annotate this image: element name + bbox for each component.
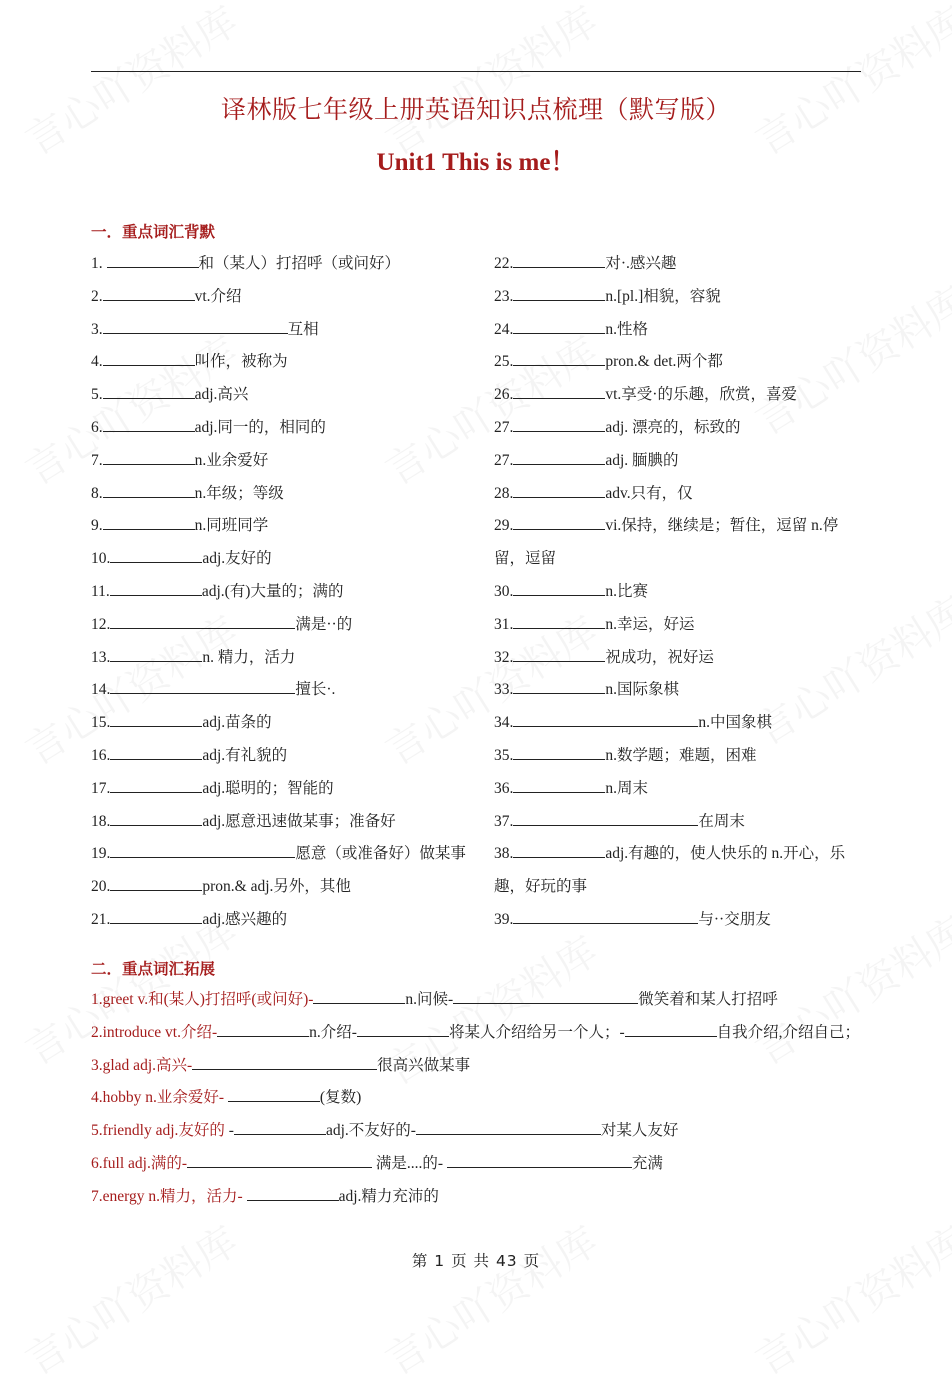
answer-blank[interactable]: [110, 811, 202, 826]
answer-blank[interactable]: [103, 351, 195, 366]
item-meaning: n.[pl.]相貌，容貌: [605, 287, 721, 305]
vocab-item: [494, 248, 862, 281]
item-meaning: adv.只有，仅: [605, 484, 693, 502]
item-number: 6.: [91, 418, 103, 436]
item-meaning: adj.(有)大量的；满的: [201, 582, 344, 600]
item-meaning: vt.享受·的乐趣，欣赏，喜爱: [605, 386, 797, 404]
item-number: 34.: [494, 714, 514, 732]
item-number: 29.: [494, 517, 514, 535]
answer-blank[interactable]: [110, 647, 202, 662]
extension-item: [91, 1115, 863, 1148]
item-meaning: 和（某人）打招呼（或问好）: [198, 255, 401, 272]
vocab-item: [494, 904, 862, 937]
watermark-text: [13, 1211, 247, 1386]
vocab-item: [91, 248, 471, 281]
item-number: 20.: [91, 878, 111, 896]
vocab-item: [91, 576, 471, 609]
answer-blank[interactable]: [513, 417, 605, 432]
watermark-text: [373, 1211, 607, 1386]
item-meaning: vt.介绍: [194, 287, 242, 305]
prompt-text: 自我介绍,介绍自己；: [716, 1023, 860, 1041]
item-number: 36.: [494, 779, 514, 797]
vocab-item: [91, 674, 471, 707]
section2-heading: 二．重点词汇拓展: [91, 961, 216, 978]
headword: 4.hobby n.业余爱好-: [91, 1089, 225, 1107]
item-meaning: 愿意（或准备好）做某事: [295, 845, 466, 863]
answer-blank[interactable]: [513, 253, 605, 268]
item-number: 17.: [91, 779, 111, 797]
answer-blank[interactable]: [217, 1022, 309, 1037]
item-meaning: 在周末: [698, 812, 745, 830]
answer-blank[interactable]: [247, 1186, 339, 1201]
extension-item: [91, 1082, 863, 1115]
prompt-text: adj.精力充沛的: [338, 1187, 439, 1205]
item-number: 12.: [91, 615, 111, 633]
answer-blank[interactable]: [513, 581, 605, 596]
item-number: 37.: [494, 812, 514, 830]
item-number: 28.: [494, 484, 514, 502]
answer-blank[interactable]: [110, 614, 295, 629]
vocab-item: [91, 346, 471, 379]
item-number: 39.: [494, 910, 514, 928]
item-number: 23.: [494, 287, 514, 305]
answer-blank[interactable]: [513, 778, 605, 793]
prompt-text: 微笑着和某人打招呼: [638, 991, 778, 1008]
vocab-item: [494, 445, 862, 478]
vocab-item: [494, 281, 862, 314]
vocab-item: [494, 346, 862, 379]
item-number: 25.: [494, 353, 514, 371]
answer-blank[interactable]: [453, 989, 638, 1004]
vocab-item: [494, 609, 862, 642]
answer-blank[interactable]: [416, 1120, 601, 1135]
answer-blank[interactable]: [513, 679, 605, 694]
vocab-item: [91, 379, 471, 412]
vocab-item: [91, 871, 471, 904]
headword: 1.greet v.和(某人)打招呼(或问好)-: [91, 991, 314, 1008]
item-meaning: n.国际象棋: [605, 681, 680, 699]
item-meaning: n.幸运，好运: [605, 615, 695, 633]
vocab-list-left: [91, 248, 471, 937]
watermark-text: [743, 1211, 952, 1386]
extension-item: [91, 984, 863, 1017]
vocab-item: [494, 379, 862, 412]
prompt-text: 将某人介绍给另一个人；-: [448, 1023, 625, 1041]
vocab-item: [91, 445, 471, 478]
answer-blank[interactable]: [513, 614, 605, 629]
item-number: 2.: [91, 287, 103, 305]
item-number: 32.: [494, 648, 514, 666]
answer-blank[interactable]: [103, 483, 195, 498]
item-meaning: n.性格: [605, 320, 649, 338]
item-meaning: n.同班同学: [194, 517, 269, 535]
answer-blank[interactable]: [513, 647, 605, 662]
item-number: 11.: [91, 582, 110, 600]
answer-blank[interactable]: [110, 548, 202, 563]
answer-blank[interactable]: [110, 712, 202, 727]
headword: 3.glad adj.高兴-: [91, 1056, 193, 1074]
vocab-item: [494, 740, 862, 773]
vocab-item: [494, 773, 862, 806]
vocab-item: [494, 806, 862, 839]
vocab-item: [91, 609, 471, 642]
page-footer: 第 1 页 共 43 页: [411, 1252, 541, 1270]
vocab-item: [91, 412, 471, 445]
answer-blank[interactable]: [513, 745, 605, 760]
prompt-text: 满是....的-: [372, 1154, 447, 1172]
item-number: 7.: [91, 451, 103, 469]
item-meaning: adj. 腼腆的: [605, 451, 679, 469]
item-meaning: adj.有礼貌的: [202, 746, 288, 764]
item-number: 4.: [91, 353, 103, 371]
item-number: 22.: [494, 255, 514, 272]
vocab-item: [91, 740, 471, 773]
answer-blank[interactable]: [513, 319, 605, 334]
item-meaning: 与··交朋友: [698, 910, 771, 928]
item-meaning: adj.同一的，相同的: [194, 418, 326, 436]
vocab-list-right: [494, 248, 862, 937]
item-number: 26.: [494, 386, 514, 404]
prompt-text: 对某人友好: [600, 1122, 679, 1140]
headword: 5.friendly adj.友好的: [91, 1122, 229, 1140]
answer-blank[interactable]: [103, 286, 195, 301]
item-number: 30.: [494, 582, 514, 600]
answer-blank[interactable]: [110, 745, 202, 760]
item-number: 18.: [91, 812, 111, 830]
item-meaning: 祝成功，祝好运: [605, 648, 714, 666]
item-meaning: 满是··的: [295, 615, 353, 633]
vocab-item: [91, 314, 471, 347]
prompt-text: -: [228, 1122, 234, 1140]
vocab-extension-list: [91, 984, 863, 1214]
item-meaning: 互相: [287, 320, 319, 338]
item-meaning: n.数学题；难题，困难: [605, 746, 757, 764]
answer-blank[interactable]: [234, 1120, 326, 1135]
item-number: 27.: [494, 418, 514, 436]
vocab-item: [91, 838, 471, 871]
answer-blank[interactable]: [357, 1022, 449, 1037]
item-meaning: adj.聪明的；智能的: [202, 779, 334, 797]
prompt-text: adj.不友好的-: [325, 1122, 416, 1140]
extension-item: [91, 1017, 863, 1050]
headword: 7.energy n.精力，活力-: [91, 1187, 243, 1205]
answer-blank[interactable]: [103, 450, 195, 465]
item-meaning: adj.有趣的，使人快乐的 n.开心，乐趣，好玩的事: [494, 845, 846, 896]
section1-heading: 一．重点词汇背默: [91, 224, 216, 241]
item-meaning: adj.感兴趣的: [202, 910, 288, 928]
extension-item: [91, 1050, 863, 1083]
answer-blank[interactable]: [513, 909, 698, 924]
item-number: 15.: [91, 714, 111, 732]
vocab-item: [494, 674, 862, 707]
item-meaning: vi.保持，继续是；暂住，逗留 n.停留，逗留: [494, 517, 839, 568]
item-meaning: n. 精力，活力: [202, 648, 296, 666]
answer-blank[interactable]: [103, 319, 288, 334]
item-meaning: n.中国象棋: [698, 714, 773, 732]
vocab-item: [494, 412, 862, 445]
item-number: 1.: [91, 255, 107, 272]
answer-blank[interactable]: [513, 351, 605, 366]
vocab-item: [494, 707, 862, 740]
header-rule: [91, 71, 861, 72]
vocab-item: [494, 576, 862, 609]
item-meaning: n.比赛: [605, 582, 649, 600]
answer-blank[interactable]: [513, 483, 605, 498]
answer-blank[interactable]: [228, 1087, 320, 1102]
item-meaning: adj.苗条的: [202, 714, 272, 732]
item-meaning: 对·.感兴趣: [605, 255, 677, 272]
answer-blank[interactable]: [313, 989, 405, 1004]
extension-item: [91, 1181, 863, 1214]
answer-blank[interactable]: [513, 286, 605, 301]
answer-blank[interactable]: [110, 876, 202, 891]
vocab-item: [91, 478, 471, 511]
item-number: 38.: [494, 845, 514, 863]
item-number: 3.: [91, 320, 103, 338]
answer-blank[interactable]: [110, 581, 202, 596]
item-number: 19.: [91, 845, 111, 863]
vocab-item: [494, 478, 862, 511]
item-number: 14.: [91, 681, 111, 699]
prompt-text: 很高兴做某事: [377, 1056, 471, 1074]
vocab-item: [91, 510, 471, 543]
answer-blank[interactable]: [110, 909, 202, 924]
item-number: 16.: [91, 746, 111, 764]
answer-blank[interactable]: [513, 384, 605, 399]
answer-blank[interactable]: [513, 843, 605, 858]
answer-blank[interactable]: [110, 778, 202, 793]
answer-blank[interactable]: [513, 811, 698, 826]
vocab-item: [494, 642, 862, 675]
item-meaning: pron.& det.两个都: [605, 353, 723, 371]
prompt-text: n.问候-: [405, 991, 454, 1008]
answer-blank[interactable]: [103, 384, 195, 399]
item-meaning: 擅长·.: [295, 681, 336, 699]
answer-blank[interactable]: [447, 1153, 632, 1168]
item-number: 35.: [494, 746, 514, 764]
item-meaning: adj.高兴: [194, 386, 249, 404]
vocab-item: [91, 773, 471, 806]
prompt-text: n.介绍-: [309, 1023, 357, 1041]
answer-blank[interactable]: [192, 1055, 377, 1070]
answer-blank[interactable]: [103, 515, 195, 530]
answer-blank[interactable]: [625, 1022, 717, 1037]
document-title: 译林版七年级上册英语知识点梳理（默写版）: [220, 97, 731, 124]
answer-blank[interactable]: [513, 450, 605, 465]
answer-blank[interactable]: [513, 515, 605, 530]
item-number: 13.: [91, 648, 111, 666]
answer-blank[interactable]: [103, 417, 195, 432]
answer-blank[interactable]: [513, 712, 698, 727]
prompt-text: (复数): [319, 1089, 362, 1107]
item-number: 10.: [91, 550, 111, 568]
item-meaning: adj.愿意迅速做某事；准备好: [202, 812, 396, 830]
unit-title: Unit1 This is me！: [376, 149, 576, 176]
vocab-item: [91, 642, 471, 675]
extension-item: [91, 1148, 863, 1181]
item-number: 21.: [91, 910, 111, 928]
answer-blank[interactable]: [110, 679, 295, 694]
item-number: 33.: [494, 681, 514, 699]
vocab-item: [494, 838, 862, 904]
vocab-item: [91, 806, 471, 839]
vocab-item: [91, 707, 471, 740]
item-meaning: 叫作，被称为: [194, 353, 288, 371]
answer-blank[interactable]: [107, 253, 199, 268]
vocab-item: [494, 314, 862, 347]
item-number: 5.: [91, 386, 103, 404]
item-meaning: pron.& adj.另外，其他: [202, 878, 351, 896]
item-number: 9.: [91, 517, 103, 535]
item-number: 27.: [494, 451, 514, 469]
item-number: 24.: [494, 320, 514, 338]
answer-blank[interactable]: [187, 1153, 372, 1168]
prompt-text: 充满: [631, 1154, 663, 1172]
vocab-item: [91, 904, 471, 937]
item-meaning: n.年级；等级: [194, 484, 284, 502]
item-meaning: adj. 漂亮的，标致的: [605, 418, 741, 436]
item-meaning: n.周末: [605, 779, 649, 797]
headword: 2.introduce vt.介绍-: [91, 1023, 218, 1041]
vocab-item: [494, 510, 862, 576]
item-meaning: adj.友好的: [202, 550, 272, 568]
headword: 6.full adj.满的-: [91, 1154, 187, 1172]
item-number: 31.: [494, 615, 514, 633]
item-meaning: n.业余爱好: [194, 451, 269, 469]
vocab-item: [91, 281, 471, 314]
answer-blank[interactable]: [110, 843, 295, 858]
item-number: 8.: [91, 484, 103, 502]
vocab-item: [91, 543, 471, 576]
